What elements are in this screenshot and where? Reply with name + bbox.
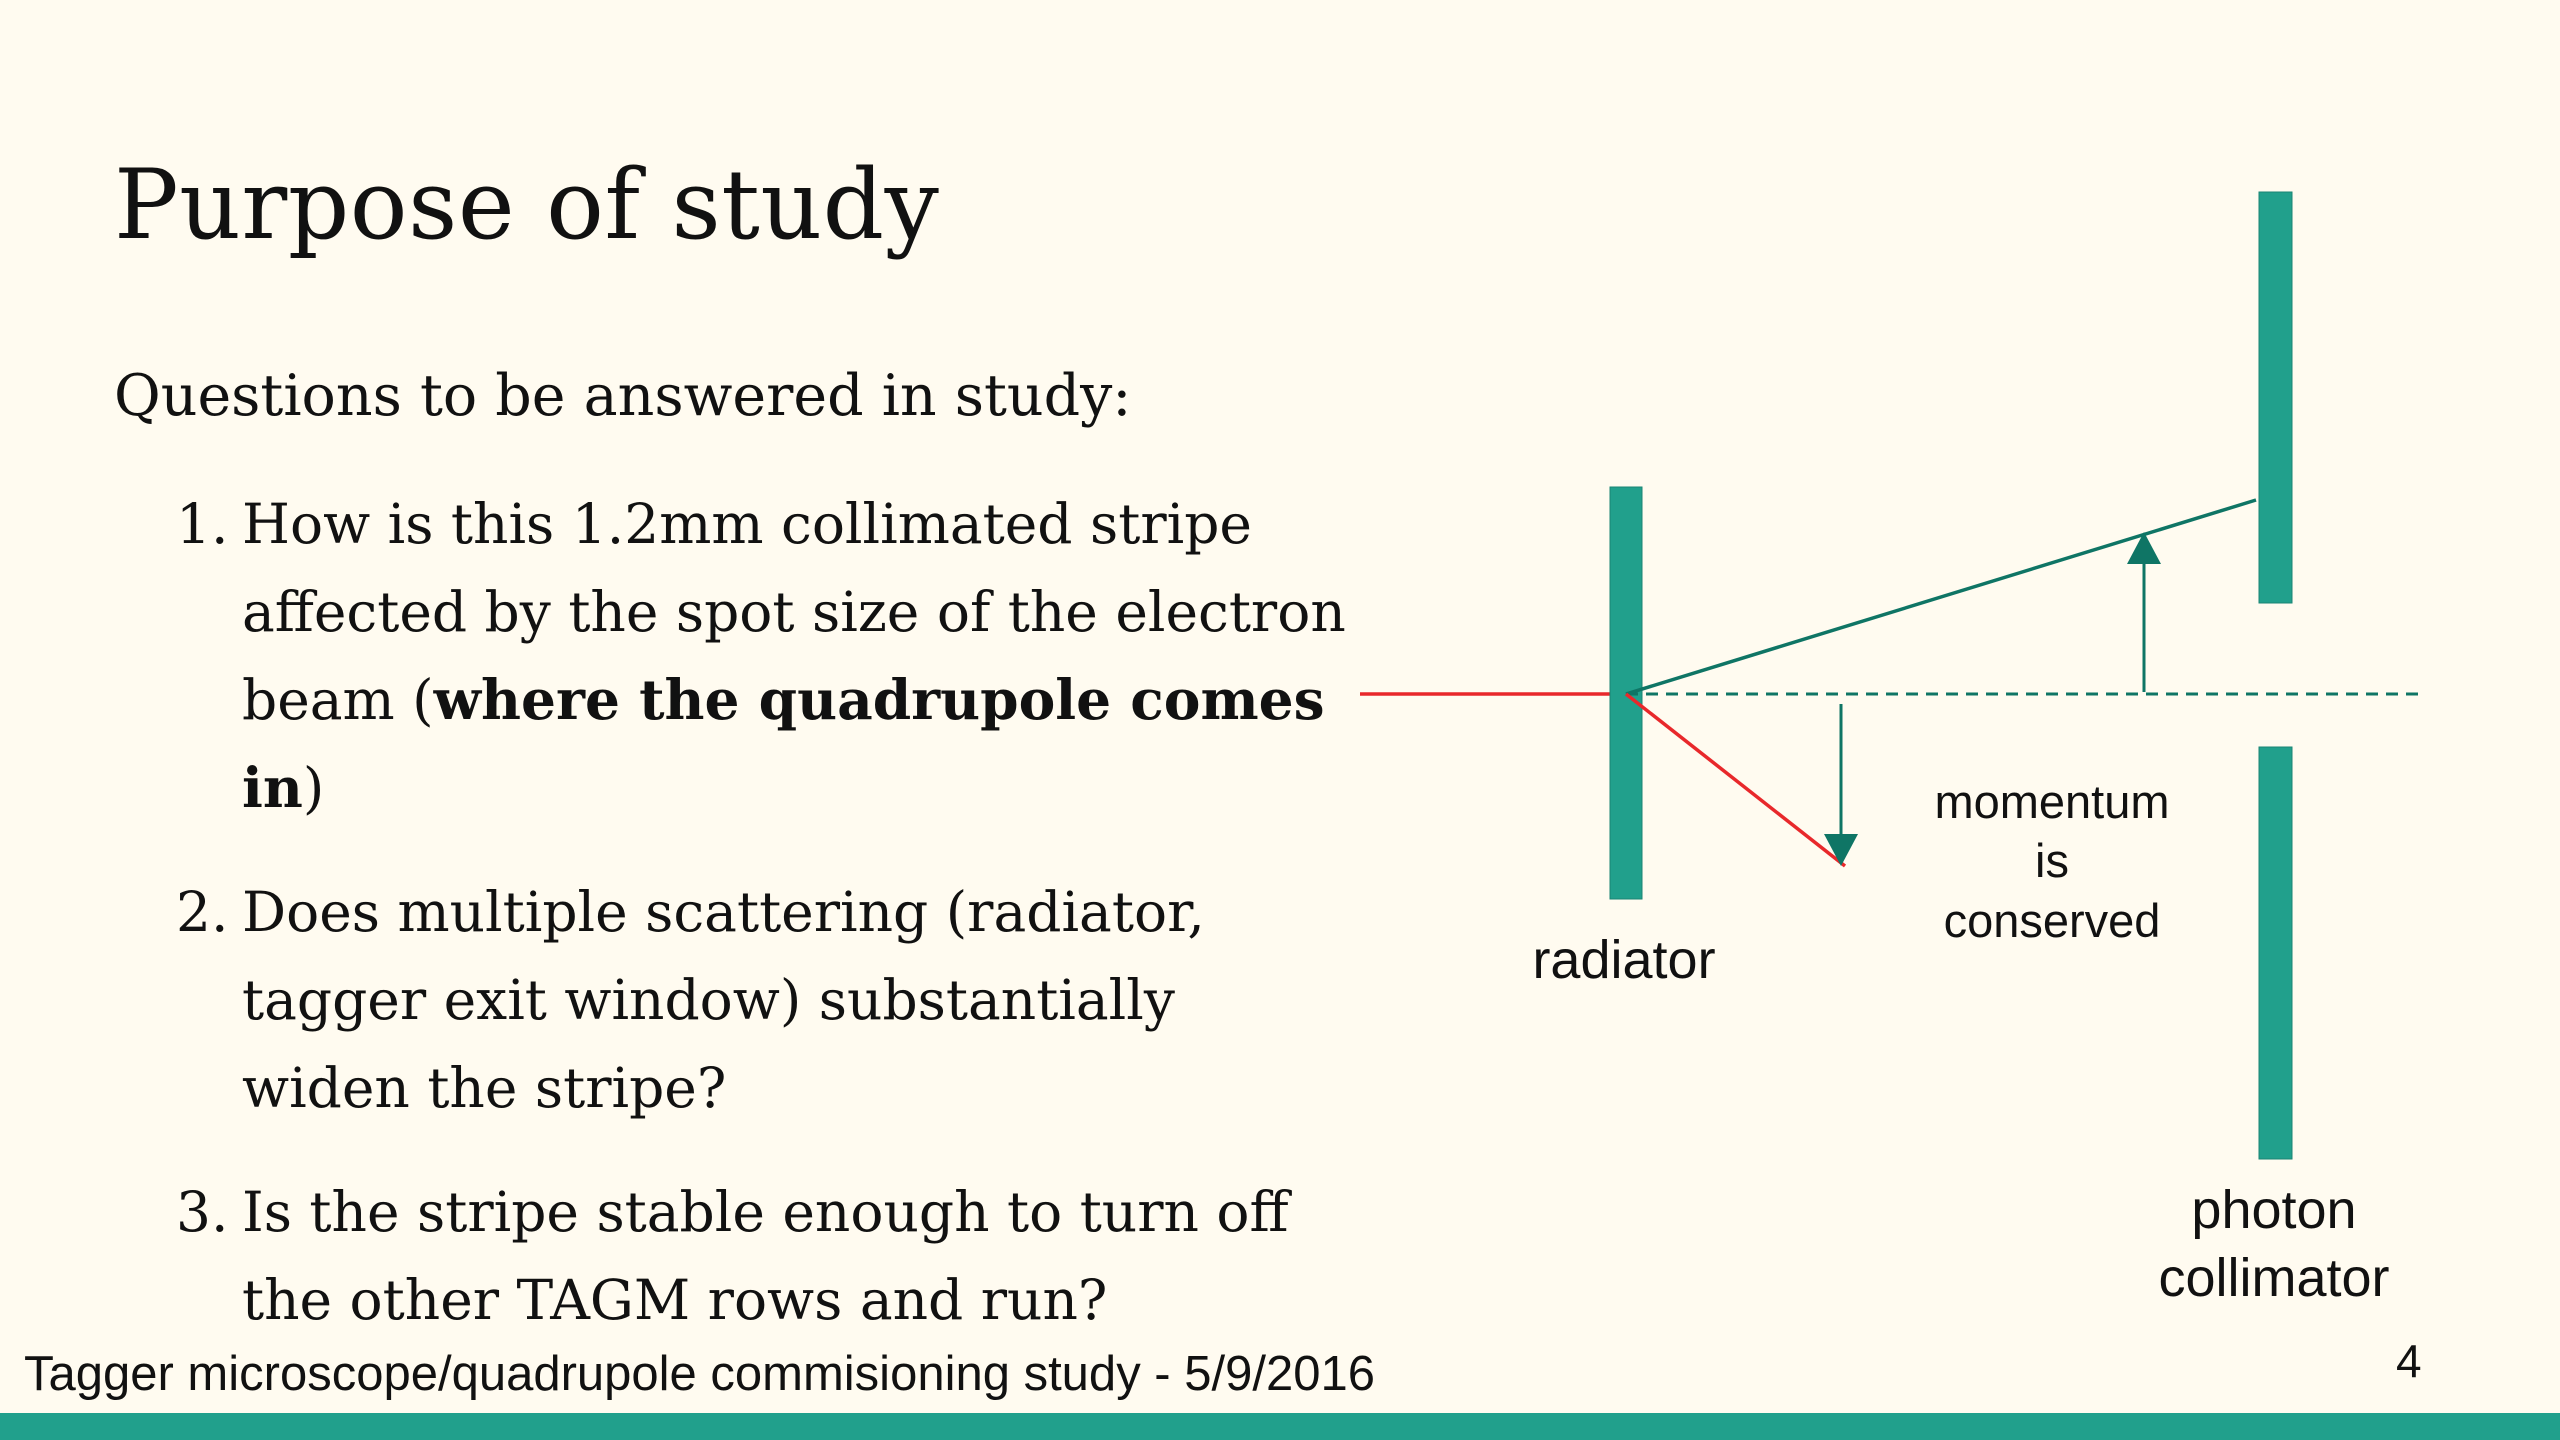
- collimator-upper-bar: [2259, 192, 2292, 603]
- collimator-lower-bar: [2259, 747, 2292, 1159]
- collimator-label-line1: photon: [2191, 1180, 2357, 1240]
- scattered-electron-line: [1626, 694, 1845, 866]
- question-text-emphasis: where the quadrupole comes in: [242, 667, 1325, 820]
- momentum-label-line3: conserved: [1943, 894, 2161, 947]
- accent-bar: [0, 1413, 2560, 1440]
- question-text-start: How is this 1.2mm collimated stripe affected by the spot size of the electron beam (: [242, 492, 1346, 732]
- collimator-label-line2: collimator: [2158, 1248, 2390, 1308]
- questions-intro: Questions to be answered in study:: [114, 363, 1132, 429]
- photon-path-line: [1626, 500, 2256, 694]
- slide-title: Purpose of study: [114, 149, 940, 261]
- momentum-label-line1: momentum: [1934, 775, 2170, 828]
- list-item-text: Is the stripe stable enough to turn off the other TAGM rows and run?: [242, 1180, 1289, 1332]
- footer-text: Tagger microscope/quadrupole commisioning study - 5/9/2016: [24, 1347, 1375, 1401]
- momentum-label-line2: is: [2035, 834, 2069, 887]
- list-number: 3.: [176, 1180, 229, 1244]
- list-number: 1.: [176, 492, 229, 556]
- question-text-end: ): [302, 756, 325, 820]
- radiator-label: radiator: [1532, 930, 1716, 990]
- list-item-text: Does multiple scattering (radiator, tagger exit window) substantially widen the stripe?: [242, 880, 1205, 1120]
- page-number: 4: [2396, 1335, 2422, 1387]
- down-arrow-icon: [1824, 834, 1858, 866]
- list-number: 2.: [176, 880, 229, 944]
